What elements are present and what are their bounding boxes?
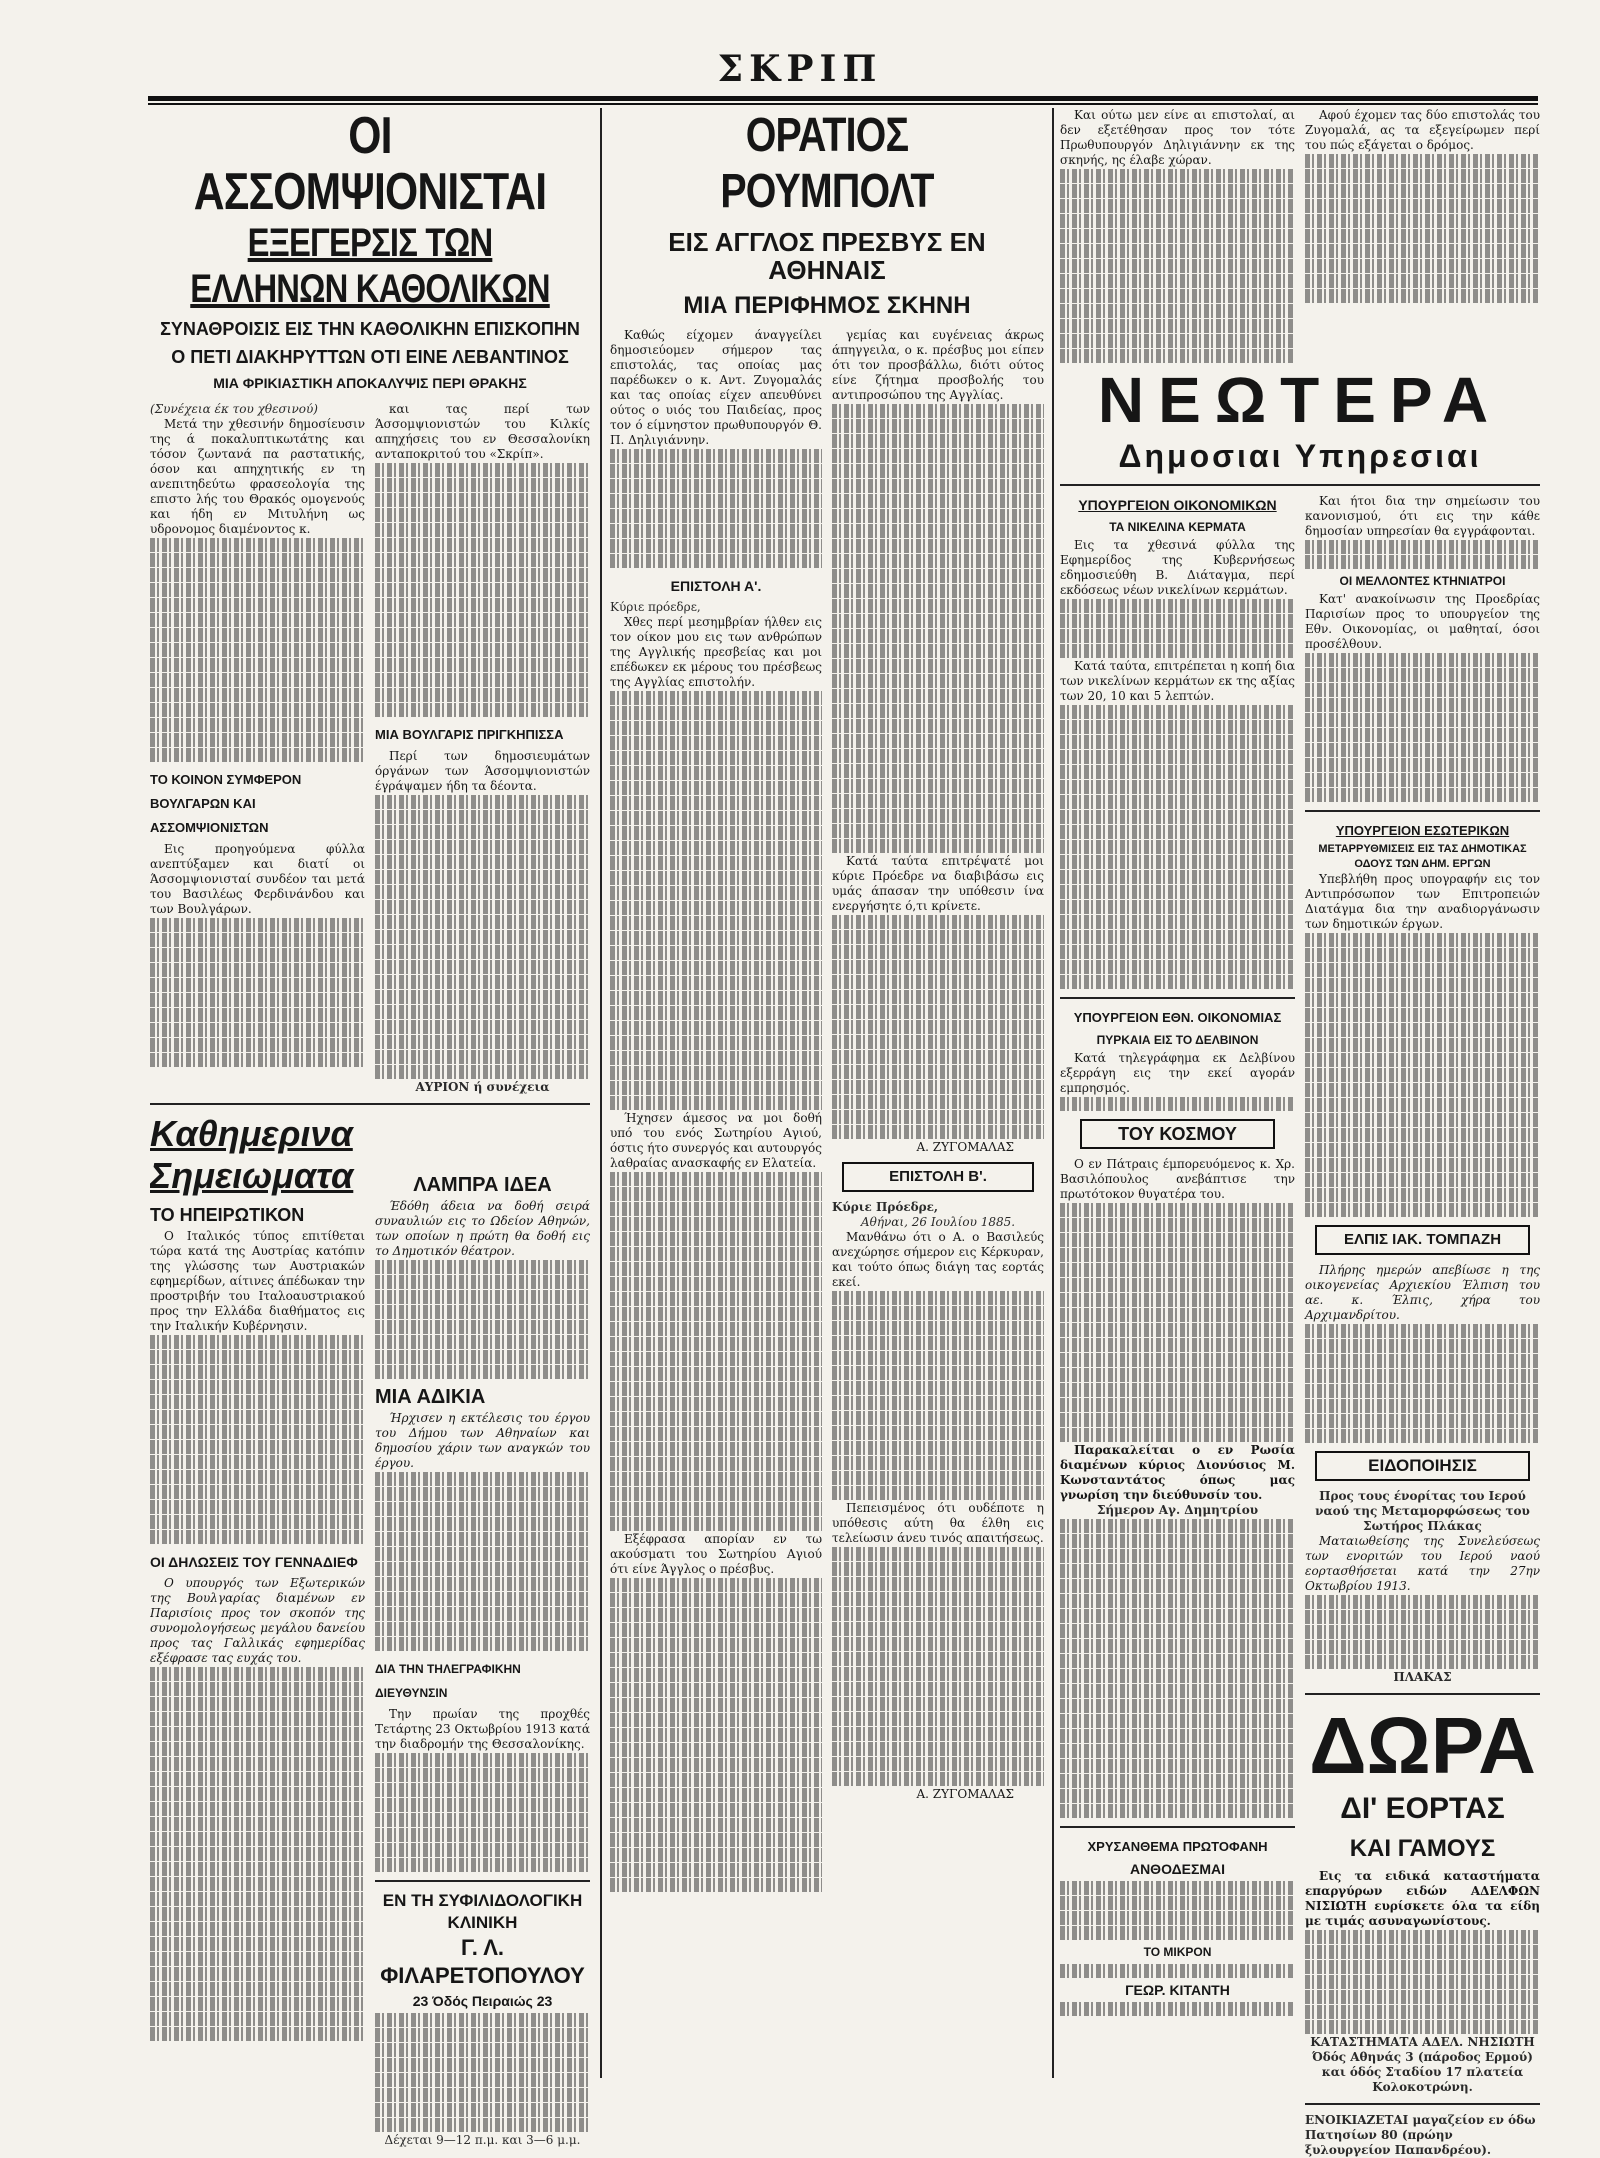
- paragraph: Ο Ιταλικός τύπος επιτίθεται τώρα κατά της Αυστρίας κατόπιν της γλώσσης των Αυστριακών εφημερίδων, αίτινες άπέδωκαν την προστριβήν του Ιταλοαυστριακού προς την Ελλάδα διαθήματος εις την Ιταλικήν Κυβέρνησιν.: [150, 1229, 365, 1333]
- paragraph: Μανθάνω ότι ο Α. ο Βασιλεύς ανεχώρησε σήμερον εις Κέρκυραν, και τούτο όπως διάγη τας εορτάς εκεί.: [832, 1230, 1044, 1289]
- paragraph: Υπεβλήθη προς υπογραφήν εις τον Αντιπρόσωπον των Επιτροπειών Διατάγμα δια την αναδιοργάνωσιν των δημοτικών έργων.: [1305, 872, 1540, 931]
- paragraph: Χθες περί μεσημβρίαν ήλθεν εις τον οίκον μου εις των ανθρώπων της Αγγλικής πρεσβείας και μοι επέδωκεν εκ μέρους του πρέσβεως της Αγγλίας επιστολήν.: [610, 615, 822, 689]
- paragraph: Μετά την χθεσινήν δημοσίευσιν της ά ποκαλυπτικωτάτης και τόσον ζωντανά πα ραστατικής, όσον και απηχητικής εν τη ανεπιτηδεύτω φρασεολογία της επιστο λής του Θρακός ομογενούς και ήδη εν Μιτυλήνη ως υδρονομος διαμένοντος κ.: [150, 417, 365, 536]
- section-heading: ΥΠΟΥΡΓΕΙΟΝ ΟΙΚΟΝΟΜΙΚΩΝ: [1078, 497, 1277, 513]
- subcolumns: [1060, 108, 1540, 364]
- masthead-rule: [148, 96, 1538, 101]
- clinic-heading: ΕΝ ΤΗ ΣΥΦΙΛΙΔΟΛΟΓΙΚΗ ΚΛΙΝΙΚΗ: [382, 1891, 583, 1932]
- section-heading: ΟΙ ΔΗΛΩΣΕΙΣ ΤΟΥ ΓΕΝΝΑΔΙΕΦ: [150, 1554, 358, 1570]
- ad-heading: ΤΟ ΜΙΚΡΟΝ: [1143, 1945, 1212, 1959]
- paragraph: Περί των δημοσιευμάτων όργάνων των Άσσομψιονιστών έγράψαμεν ήδη τα δέοντα.: [375, 749, 590, 793]
- paragraph: Ο υπουργός των Εξωτερικών της Βουλγαρίας διαμένων εν Παρισίοις προς τον σκοπόν της συνομολογήσεως μεγάλου δανείου προς τας Γαλλικάς εφημερίδας εξέφρασε τας ευχάς του.: [150, 1576, 365, 1665]
- section-title: Καθημερινα: [150, 1113, 353, 1154]
- letter-date: Αθήναι, 26 Ιουλίου 1885.: [860, 1215, 1016, 1229]
- masthead: ΣΚΡΙΠ: [717, 48, 883, 90]
- paragraph: Ήρχισεν η εκτέλεσις του έργου του Δήμου των Αθηναίων και δημοσίου χάριν των αναγκών του έργου.: [375, 1411, 590, 1470]
- section-title: ΝΕΩΤΕΡΑ: [1097, 364, 1503, 436]
- ad-subtitle: ΔΙ' ΕΟΡΤΑΣ: [1340, 1792, 1505, 1825]
- paragraph: Ματαιωθείσης της Συνελεύσεως των ενοριτών του Ιερού ναού εορτασθήσεται κατά την 27ην Οκτωβρίου 1913.: [1305, 1534, 1540, 1593]
- subhead: ΣΥΝΑΘΡΟΙΣΙΣ ΕΙΣ ΤΗΝ ΚΑΘΟΛΙΚΗΝ ΕΠΙΣΚΟΠΗΝ: [160, 319, 580, 339]
- clinic-address: 23 Όδός Πειραιώς 23: [412, 1993, 553, 2009]
- section-heading: ΔΙΑ ΤΗΝ ΤΗΛΕΓΡΑΦΙΚΗΝ ΔΙΕΥΘΥΝΣΙΝ: [375, 1662, 521, 1700]
- headline-2: ΕΞΕΓΕΡΣΙΣ ΤΩΝ ΕΛΛΗΝΩΝ ΚΑΘΟΛΙΚΩΝ: [190, 221, 550, 311]
- subcolumns: [150, 402, 590, 1095]
- paragraph: Αφού έχομεν τας δύο επιστολάς του Ζυγομαλά, ας τα εξεγείρωμεν περί του πώς εξάγεται ο δρόμος.: [1305, 108, 1540, 152]
- paragraph: Κατ' ανακοίνωσιν της Προεδρίας Παρισίων προς το υπουργείον της Εθν. Οικονομίας, οι μαθηταί, όσοι προσέλθουν.: [1305, 592, 1540, 651]
- paragraph: Ήχησεν άμεσος να μοι δοθή υπό του ενός Σωτηρίου Αγιού, όστις ήτο συνεργός και αυτουργός λαθραίας ανασκαφής εν Ελατεία.: [610, 1111, 822, 1170]
- section-heading: ΜΕΤΑΡΡΥΘΜΙΣΕΙΣ ΕΙΣ ΤΑΣ ΔΗΜΟΤΙΚΑΣ ΟΔΟΥΣ ΤΩΝ ΔΗΜ. ΕΡΓΩΝ: [1318, 843, 1527, 870]
- subcolumns: [1060, 494, 1540, 2158]
- subcolumns: [150, 1113, 590, 2148]
- headline: ΟΙ ΑΣΣΟΜΨΙΟΝΙΣΤΑΙ: [193, 108, 547, 221]
- section-title: Σημειωματα: [150, 1155, 354, 1196]
- paragraph: Την πρωίαν της προχθές Τετάρτης 23 Οκτωβρίου 1913 κατά την διαδρομήν της Θεσσαλονίκης.: [375, 1707, 590, 1751]
- paragraph: γεμίας και ευγένειας άκρως άπηγγειλα, ο κ. πρέσβυς μοι είπεν ότι τον προσβάλλω, διότι ούτος είνε ζήτημα προσβολής του αντιπροσώπου της Αγγλίας.: [832, 328, 1044, 402]
- paragraph: Ο εν Πάτραις έμπορευόμενος κ. Χρ. Βασιλόπουλος ανεβάπτισε την πρωτότοκον θυγατέρα του.: [1060, 1157, 1295, 1201]
- section-heading: ΥΠΟΥΡΓΕΙΟΝ ΕΘΝ. ΟΙΚΟΝΟΜΙΑΣ: [1073, 1010, 1282, 1025]
- ad-subtitle: ΚΑΙ ΓΑΜΟΥΣ: [1349, 1835, 1496, 1862]
- section-heading: ΕΛΠΙΣ ΙΑΚ. ΤΟΜΠΑΖΗ: [1315, 1225, 1530, 1255]
- signature: Α. ΖΥΓΟΜΑΛΑΣ: [916, 1787, 1014, 1801]
- section-heading: ΕΙΔΟΠΟΙΗΣΙΣ: [1315, 1451, 1530, 1481]
- classified: ΕΝΟΙΚΙΑΖΕΤΑΙ μαγαζείον εν όδω Πατησίων 80 (πρώην ξυλουργείον Παπανδρέου).: [1305, 2113, 1536, 2157]
- ad-heading: ΓΕΩΡ. ΚΙΤΑΝΤΗ: [1125, 1982, 1230, 1998]
- section-heading: ΜΙΑ ΒΟΥΛΓΑΡΙΣ ΠΡΙΓΚΗΠΙΣΣΑ: [375, 727, 564, 742]
- section-heading: ΜΙΑ ΑΔΙΚΙΑ: [375, 1386, 486, 1408]
- paragraph: Κατά ταύτα επιτρέψατέ μοι κύριε Πρόεδρε να διαβιβάσω εις υμάς άπασαν την υπόθεσιν ίνα ενεργήσητε ό,τι κρίνετε.: [832, 854, 1044, 913]
- masthead-rule-thin: [148, 103, 1538, 105]
- paragraph: Εις τα ειδικά καταστήματα επαργύρων ειδών ΑΔΕΛΦΩΝ ΝΙΣΙΩΤΗ ευρίσκετε όλα τα είδη με τιμάς ασυναγωνίστους.: [1305, 1869, 1540, 1928]
- clinic-name: Γ. Λ. ΦΙΛΑΡΕΤΟΠΟΥΛΟΥ: [380, 1935, 585, 1988]
- paragraph: Κατά ταύτα, επιτρέπεται η κοπή δια των νικελίνων κερμάτων εκ της αξίας των 20, 10 και 5 λεπτών.: [1060, 659, 1295, 703]
- paragraph: Και ήτοι δια την σημείωσιν του κανονισμού, ότι εις την κάθε δημοσίαν υπηρεσίαν θα εγγράφονται.: [1305, 494, 1540, 538]
- salutation: Κύριε Πρόεδρε,: [832, 1200, 939, 1214]
- section-heading: ΥΠΟΥΡΓΕΙΟΝ ΕΣΩΤΕΡΙΚΩΝ: [1335, 823, 1510, 838]
- column-divider: [600, 108, 602, 2078]
- subhead: ΜΙΑ ΦΡΙΚΙΑΣΤΙΚΗ ΑΠΟΚΑΛΥΨΙΣ ΠΕΡΙ ΘΡΑΚΗΣ: [213, 375, 527, 391]
- paragraph: Εξέφρασα απορίαν εν τω ακούσματι του Σωτηρίου Αγιού ότι είνε Άγγλος ο πρέσβυς.: [610, 1532, 822, 1576]
- continuation-note: (Συνέχεια έκ του χθεσινού): [150, 402, 318, 416]
- ad-address: Όδός Αθηνάς 3 (πάροδος Ερμού) και όδός Σταδίου 17 πλατεία Κολοκοτρώνη.: [1312, 2050, 1533, 2094]
- notice: Σήμερον Αγ. Δημητρίου: [1096, 1503, 1259, 1517]
- section-heading: ΤΟ ΚΟΙΝΟΝ ΣΥΜΦΕΡΟΝ ΒΟΥΛΓΑΡΩΝ ΚΑΙ ΑΣΣΟΜΨΙΟΝΙΣΤΩΝ: [150, 772, 302, 835]
- salutation: Κύριε πρόεδρε,: [610, 600, 701, 614]
- notice-sign: ΠΛΑΚΑΣ: [1393, 1670, 1452, 1684]
- section-subtitle: Δημοσιαι Υπηρεσιαι: [1118, 438, 1482, 474]
- section-heading: ΤΟΥ ΚΟΣΜΟΥ: [1080, 1119, 1275, 1149]
- subhead: Ο ΠΕΤΙ ΔΙΑΚΗΡΥΤΤΩΝ ΟΤΙ ΕΙΝΕ ΛΕΒΑΝΤΙΝΟΣ: [171, 347, 569, 367]
- subhead: ΜΙΑ ΠΕΡΙΦΗΜΟΣ ΣΚΗΝΗ: [683, 292, 971, 319]
- column-divider: [1052, 108, 1054, 2078]
- section-heading: ΟΙ ΜΕΛΛΟΝΤΕΣ ΚΤΗΝΙΑΤΡΟΙ: [1339, 574, 1506, 588]
- paragraph: Εις τα χθεσινά φύλλα της Εφημερίδος της Κυβερνήσεως εδημοσιεύθη Β. Διάταγμα, περί εκδόσεως νέων νικελίνων κερμάτων.: [1060, 538, 1295, 597]
- ad-store: ΚΑΤΑΣΤΗΜΑΤΑ ΑΔΕΛ. ΝΗΣΙΩΤΗ: [1310, 2035, 1535, 2049]
- ad-title: ΔΩΡΑ: [1309, 1701, 1536, 1790]
- letter-heading: ΕΠΙΣΤΟΛΗ Β'.: [842, 1162, 1034, 1192]
- notice-heading: Προς τους ένορίτας του Ιερού ναού της Μεταμορφώσεως του Σωτήρος Πλάκας: [1315, 1489, 1530, 1533]
- subhead: ΕΙΣ ΑΓΓΛΟΣ ΠΡΕΣΒΥΣ ΕΝ ΑΘΗΝΑΙΣ: [668, 227, 986, 285]
- paragraph: Καθώς είχομεν άναγγείλει δημοσιεύομεν σήμερον τας επιστολάς, τας οποίας μας παρέδωκεν ο κ. Αντ. Ζυγομαλάς και τας οποίας είχεν απευθύνει ούτος ο υιός του Παιδείας, προς τον ό είμνηστον πρωθυπουργόν Θ. Π. Δηλιγιάννην.: [610, 328, 822, 447]
- column-1: [150, 108, 590, 2148]
- headline: ΟΡΑΤΙΟΣ ΡΟΥΜΠΟΛΤ: [720, 109, 934, 218]
- clinic-hours: Δέχεται 9—12 π.μ. και 3—6 μ.μ.: [384, 2133, 581, 2147]
- paragraph: Έδόθη άδεια να δοθή σειρά συναυλιών εις το Ωδείον Αθηνών, των οποίων η πρώτη θα δοθή εις το Δημοτικόν θέατρον.: [375, 1199, 590, 1258]
- paragraph: Κατά τηλεγράφημα εκ Δελβίνου εξερράγη εις την εκεί αγοράν εμπρησμός.: [1060, 1051, 1295, 1095]
- paragraph: και τας περί των Άσσομψιονιστών του Κιλκίς απηχήσεις του εν Θεσσαλονίκη ανταποκριτού του «Σκρίπ».: [375, 402, 590, 461]
- paragraph: Πεπεισμένος ότι ουδέποτε η υπόθεσις αύτη θα έλθη εις τελείωσιν άνευ τινός απαιτήσεως.: [832, 1501, 1044, 1545]
- signature: Α. ΖΥΓΟΜΑΛΑΣ: [916, 1140, 1014, 1154]
- paragraph: Παρακαλείται ο εν Ρωσία διαμένων κύριος Διονύσιος Μ. Κωνσταντάτος όπως μας γνωρίση την διεύθυνσίν του.: [1060, 1443, 1295, 1502]
- section-heading: ΤΑ ΝΙΚΕΛΙΝΑ ΚΕΡΜΑΤΑ: [1109, 520, 1246, 534]
- ad-heading: ΧΡΥΣΑΝΘΕΜΑ ΠΡΩΤΟΦΑΝΗ: [1087, 1839, 1268, 1854]
- ad-heading: ΑΝΘΟΔΕΣΜΑΙ: [1129, 1861, 1226, 1877]
- section-heading: ΛΑΜΠΡΑ ΙΔΕΑ: [413, 1174, 552, 1196]
- subcolumns: [610, 328, 1044, 1893]
- column-2: [610, 108, 1044, 1893]
- continuation-note: ΑΥΡΙΟΝ ή συνέχεια: [415, 1080, 550, 1094]
- section-heading: ΠΥΡΚΑΙΑ ΕΙΣ ΤΟ ΔΕΛΒΙΝΟΝ: [1096, 1033, 1259, 1047]
- column-3: [1060, 108, 1540, 2158]
- letter-heading: ΕΠΙΣΤΟΛΗ Α'.: [670, 578, 762, 594]
- section-heading: ΤΟ ΗΠΕΙΡΩΤΙΚΟΝ: [150, 1205, 305, 1225]
- paragraph: Εις προηγούμενα φύλλα ανεπτύξαμεν και διατί οι Άσσομψιονισταί συνδέον ται μετά του Βασιλέως Φερδινάνδου και των Βουλγάρων.: [150, 842, 365, 916]
- paragraph: Και ούτω μεν είνε αι επιστολαί, αι δεν εξετέθησαν προς τον τότε Πρωθυπουργόν Δηλιγιάννην εκ της σκηνής, ης έλαβε χώραν.: [1060, 108, 1295, 167]
- paragraph: Πλήρης ημερών απεβίωσε η της οικογενείας Αρχιεκίου Έλπιση του αε. κ. Έλπις, χήρα του Αρχιμανδρίτου.: [1305, 1263, 1540, 1322]
